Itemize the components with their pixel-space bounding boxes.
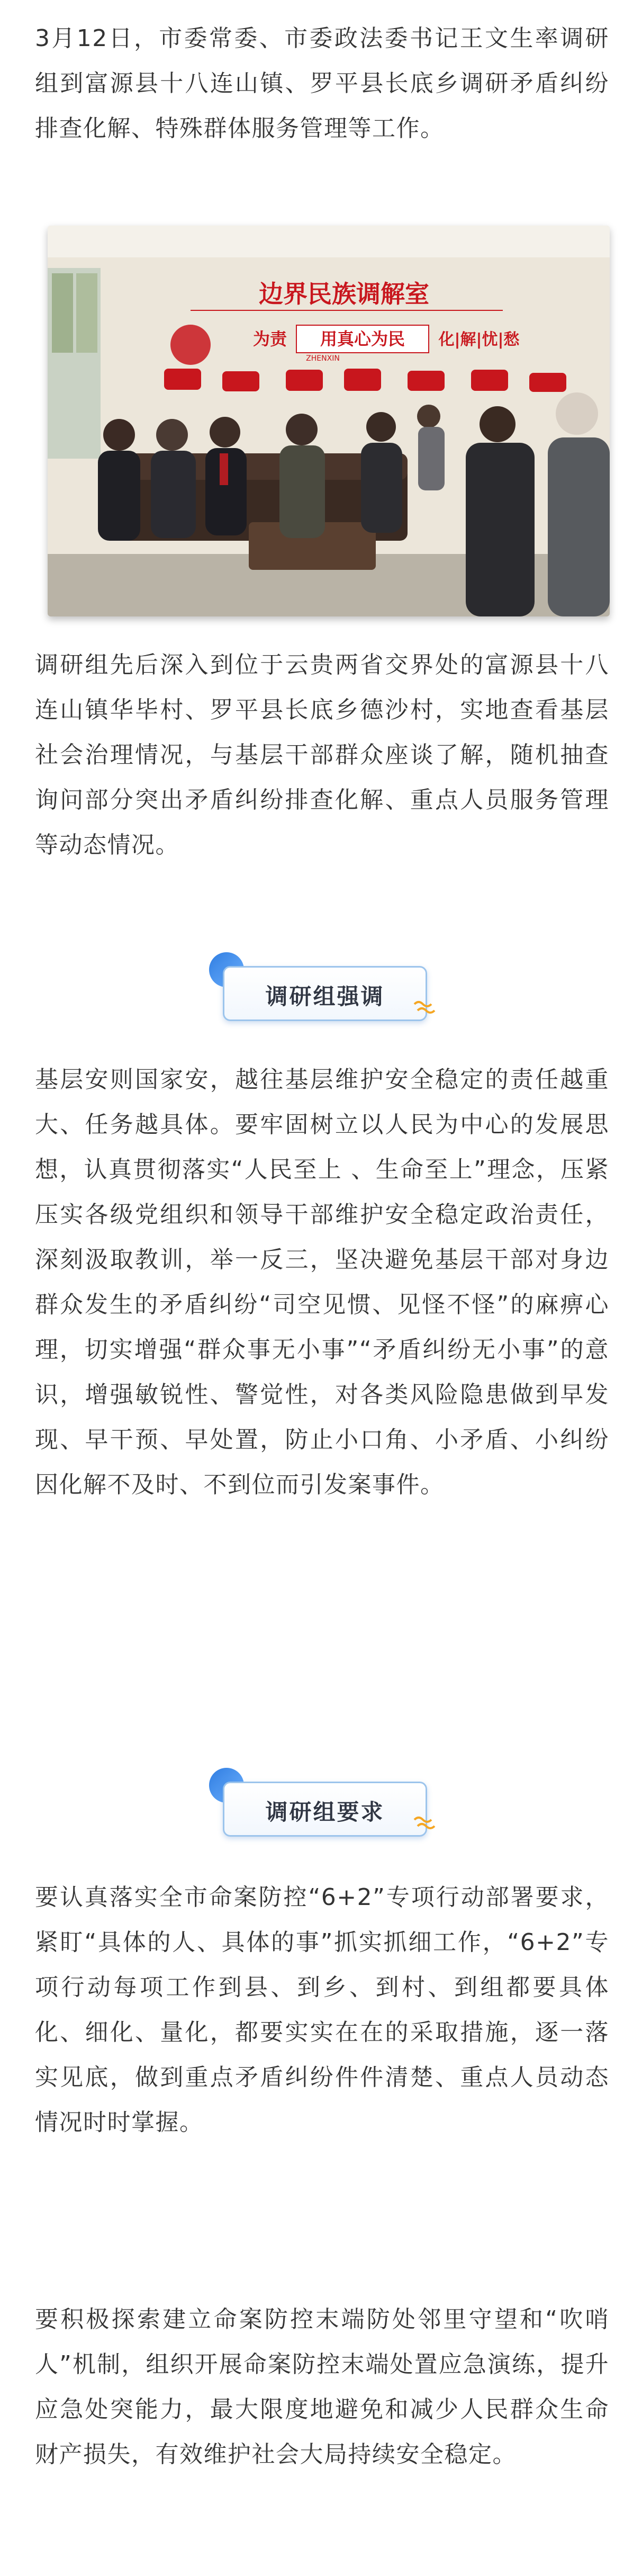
heading-requirement: [209, 1768, 442, 1837]
intro-paragraph: 3月12日，市委常委、市委政法委书记王文生率调研组到富源县十八连山镇、罗平县长底乡调研矛盾纠纷排查化解、特殊群体服务管理等工作。: [35, 25, 609, 142]
heading-emphasis: [209, 952, 442, 1021]
decor-wave-icon: [413, 1814, 437, 1830]
heading-box: [223, 966, 427, 1021]
heading-box: [223, 1782, 427, 1837]
slogan-right: 用真心为民: [320, 329, 405, 349]
heading-requirement-text: 调研组要求: [265, 1799, 385, 1825]
meeting-photo: [48, 226, 610, 616]
decor-wave-icon: [413, 999, 437, 1015]
visit-paragraph: 调研组先后深入到位于云贵两省交界处的富源县十八连山镇华毕村、罗平县长底乡德沙村，实地查看基层社会治理情况，与基层干部群众座谈了解，随机抽查询问部分突出矛盾纠纷排查化解、重点人员服务管理等动态情况。: [35, 651, 609, 858]
requirement-paragraph-2: 要积极探索建立命案防控末端防处邻里守望和“吹哨人”机制，组织开展命案防控末端处置应急演练，提升应急处突能力，最大限度地避免和减少人民群众生命财产损失，有效维护社会大局持续安全稳定。: [35, 2306, 609, 2468]
heading-emphasis-text: 调研组强调: [265, 983, 385, 1009]
banner-text: 边界民族调解室: [259, 280, 429, 308]
slogan-left: 为责: [252, 329, 287, 349]
requirement-paragraph-1: 要认真落实全市命案防控“6+2”专项行动部署要求，紧盯“具体的人、具体的事”抓实抓细工作，“6+2”专项行动每项工作到县、到乡、到村、到组都要具体化、细化、量化，都要实实在在的采取措施，逐一落实见底，做到重点矛盾纠纷件件清楚、重点人员动态情况时时掌握。: [35, 1884, 609, 2136]
emphasis-paragraph: 基层安则国家安，越往基层维护安全稳定的责任越重大、任务越具体。要牢固树立以人民为中心的发展思想，认真贯彻落实“人民至上 、生命至上”理念，压紧压实各级党组织和领导干部维护安全稳定政治责任，深刻汲取教训，举一反三，坚决避免基层干部对身边群众发生的矛盾纠纷“司空见惯、见怪不怪”的麻痹心理，切实增强“群众事无小事”“矛盾纠纷无小事”的意识，增强敏锐性、警觉性，对各类风险隐患做到早发现、早干预、早处置，防止小口角、小矛盾、小纠纷因化解不及时、不到位而引发案事件。: [35, 1066, 609, 1498]
slogan-tail: 化|解|忧|愁: [438, 330, 520, 349]
slogan-small: ZHENXIN: [306, 354, 340, 363]
